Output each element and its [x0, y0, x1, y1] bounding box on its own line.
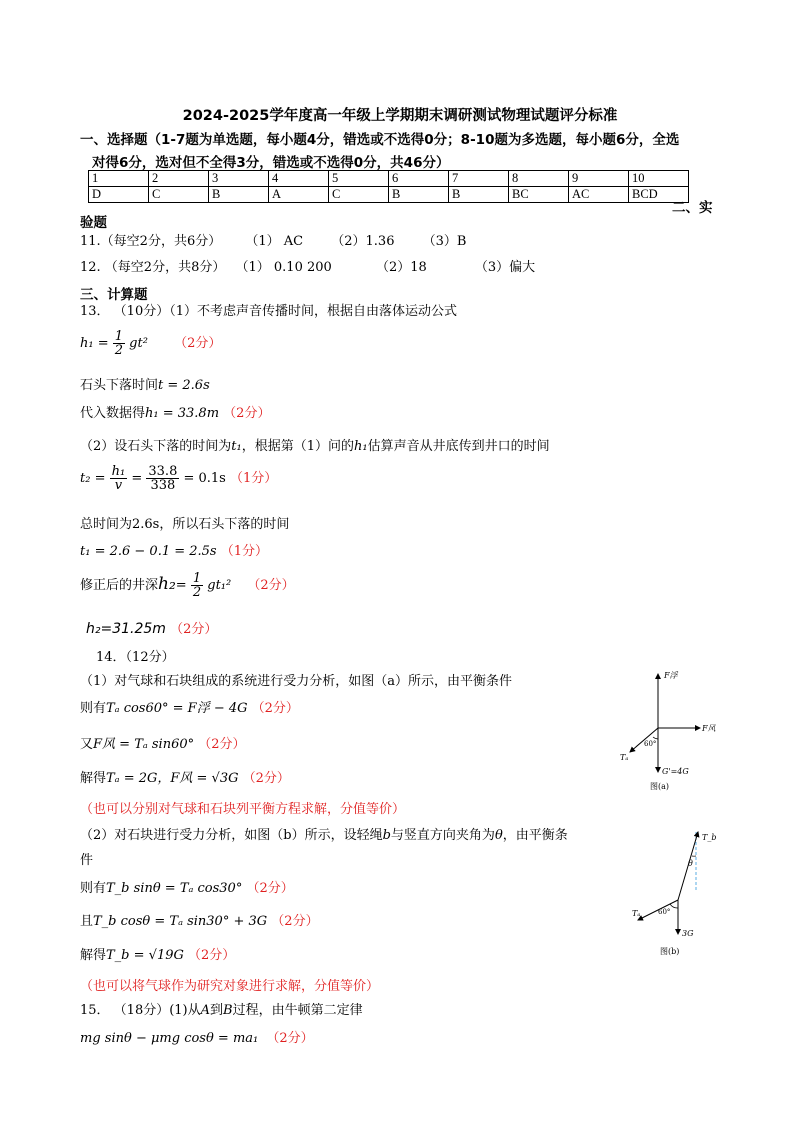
- section3-heading: 三、计算题: [80, 287, 148, 303]
- score-badge: （2分）: [242, 771, 290, 786]
- q14-eq4: [80, 877, 294, 896]
- fraction-denominator: 338: [150, 478, 176, 493]
- text: （2）对石块进行受力分析，如图（b）所示，设轻绳: [80, 828, 383, 843]
- q15-eq: [80, 1027, 314, 1046]
- text: 且: [80, 914, 94, 929]
- q12-line: [80, 256, 535, 275]
- table-cell: 4: [269, 171, 329, 187]
- table-cell: C: [149, 187, 209, 203]
- table-cell: 10: [629, 171, 689, 187]
- score-badge: （2分）: [271, 914, 319, 929]
- angle-arc-60: [670, 904, 678, 908]
- label-weight: 3G: [682, 929, 694, 938]
- table-cell: 9: [569, 171, 629, 187]
- table-cell: 2: [149, 171, 209, 187]
- fraction-numerator: h₁: [111, 464, 126, 479]
- eq-lhs: h₁ =: [80, 336, 109, 351]
- q14-eq1: [80, 697, 299, 716]
- score-badge: （2分）: [198, 737, 246, 752]
- score-badge: （2分）: [247, 578, 295, 593]
- table-cell: 8: [509, 171, 569, 187]
- math: B: [223, 1003, 233, 1018]
- q13-total: 总时间为2.6s，所以石头下落的时间: [80, 517, 290, 532]
- result: h₂=31.25m: [86, 621, 166, 637]
- figure-caption: 图(b): [660, 947, 680, 956]
- q13-head: 13． （10分）（1）不考虑声音传播时间，根据自由落体运动公式: [80, 304, 457, 319]
- q13-sub-line: [80, 402, 270, 421]
- score-badge: （2分）: [174, 336, 222, 351]
- math: T_b cosθ = Tₐ sin30° + 3G: [93, 914, 268, 929]
- math: h₁: [354, 439, 368, 454]
- page-title: 2024-2025学年度高一年级上学期期末调研测试物理试题评分标准: [182, 108, 618, 124]
- fraction: [191, 572, 203, 599]
- q14-part2-cont: 件: [80, 853, 94, 868]
- equals: =: [131, 471, 143, 486]
- text: 代入数据得: [80, 406, 146, 421]
- q13-part2: [80, 435, 550, 454]
- table-cell: 1: [89, 171, 149, 187]
- table-cell: D: [89, 187, 149, 203]
- score-badge: （1分）: [230, 471, 278, 486]
- q11-line: [80, 230, 466, 249]
- answer-table: [88, 170, 689, 203]
- fraction-numerator: 1: [114, 329, 124, 344]
- label-angle: 60°: [644, 740, 657, 748]
- section1-heading-line2: 对得6分，选对但不全得3分，错选或不选得0分，共46分）: [92, 155, 450, 171]
- table-cell: 6: [389, 171, 449, 187]
- label-f-right: F风: [702, 724, 716, 733]
- table-cell: 3: [209, 171, 269, 187]
- table-cell: B: [449, 187, 509, 203]
- table-cell: A: [269, 187, 329, 203]
- q14-part2: [80, 824, 568, 843]
- math: T_b sinθ = Tₐ cos30°: [106, 881, 243, 896]
- score-badge: （2分）: [266, 1031, 314, 1046]
- math: T_b = √19G: [106, 948, 184, 963]
- label-f-up: F浮: [664, 671, 678, 680]
- eq-rhs: gt₁²: [207, 578, 232, 593]
- score-badge: （2分）: [223, 406, 271, 421]
- text: 则有: [80, 701, 107, 716]
- eq-rhs: = 0.1s: [183, 471, 226, 486]
- figure-caption: 图(a): [650, 782, 670, 791]
- fraction-numerator: 1: [192, 571, 202, 586]
- text: 修正后的井深: [80, 578, 159, 593]
- math: mg sinθ − μmg cosθ = ma₁: [80, 1031, 259, 1046]
- section1-heading-line1: 一、选择题（1-7题为单选题，每小题4分，错选或不选得0分；8-10题为多选题，每小题6分，全选: [80, 132, 680, 148]
- text: ，由平衡条: [502, 828, 568, 843]
- text: 又: [80, 737, 94, 752]
- text: 解得: [80, 771, 107, 786]
- fraction: [146, 465, 179, 492]
- label-ta: Tₐ: [620, 753, 629, 762]
- score-badge: （2分）: [170, 622, 218, 637]
- text: 估算声音从井底传到井口的时间: [367, 439, 550, 454]
- table-cell: BC: [509, 187, 569, 203]
- angle-arc: [653, 737, 658, 739]
- table-cell: C: [329, 187, 389, 203]
- q13-time-line: [80, 374, 210, 393]
- label-ta: Tₐ: [632, 909, 641, 918]
- q13-h2-result: [86, 618, 217, 637]
- text: 到: [210, 1003, 224, 1018]
- figure-a: [612, 664, 722, 798]
- text: 石头下落时间: [80, 378, 159, 393]
- math: h₂: [158, 574, 176, 594]
- text: （2）设石头下落的时间为: [80, 439, 232, 454]
- table-cell: AC: [569, 187, 629, 203]
- fraction: [110, 465, 128, 492]
- q12-answer-2: （2）18: [375, 260, 427, 275]
- math: F风 = Tₐ sin60°: [93, 737, 195, 752]
- text: ，根据第（1）问的: [241, 439, 354, 454]
- q13-corrected-depth: [80, 572, 295, 599]
- label-theta: θ: [688, 859, 693, 868]
- label-weight: G'=4G: [662, 767, 689, 776]
- math: t = 2.6s: [158, 378, 210, 393]
- answer-table-numbers-row: [89, 171, 689, 187]
- table-cell: B: [209, 187, 269, 203]
- label-angle: 60°: [658, 908, 671, 916]
- q14-note1: （也可以分别对气球和石块列平衡方程求解，分值等价）: [80, 802, 406, 817]
- q13-t2-eq: [80, 465, 277, 492]
- fraction-denominator: 2: [114, 343, 124, 358]
- text: 则有: [80, 881, 107, 896]
- table-cell: 7: [449, 171, 509, 187]
- table-cell: 5: [329, 171, 389, 187]
- math: Tₐ cos60° = F浮 − 4G: [106, 701, 248, 716]
- eq-lhs: t₂ =: [80, 471, 106, 486]
- text: 过程，由牛顿第二定律: [232, 1003, 363, 1018]
- section2-heading-part2: 验题: [80, 215, 107, 231]
- fraction-denominator: v: [114, 478, 123, 493]
- q14-eq5: [80, 910, 319, 929]
- eq-rhs: gt²: [129, 336, 148, 351]
- figure-b: [612, 822, 722, 962]
- equals: =: [175, 578, 187, 593]
- q12-answer-1: （1） 0.10 200: [235, 260, 332, 275]
- math: A: [200, 1003, 211, 1018]
- q11-answer-2: （2）1.36: [331, 234, 395, 249]
- fraction: [113, 330, 125, 357]
- score-badge: （2分）: [251, 701, 299, 716]
- fraction-denominator: 2: [192, 585, 202, 600]
- text: 解得: [80, 948, 107, 963]
- math: b: [382, 828, 391, 843]
- q11-answer-3: （3）B: [422, 234, 467, 249]
- q13-eq1: [80, 330, 221, 357]
- math: θ: [494, 828, 503, 843]
- q12-answer-3: （3）偏大: [474, 260, 536, 275]
- text: 15． （18分）(1)从: [80, 1003, 201, 1018]
- q14-eq2: [80, 733, 246, 752]
- answer-table-answers-row: [89, 187, 689, 203]
- fraction-numerator: 33.8: [148, 464, 178, 479]
- q11-label: 11.（每空2分，共6分）: [80, 234, 222, 249]
- q13-t1-eq: [80, 540, 268, 559]
- score-badge: （2分）: [188, 948, 236, 963]
- section2-heading-part1: 二、实: [672, 200, 713, 216]
- q12-label: 12. （每空2分，共8分）: [80, 260, 226, 275]
- score-badge: （1分）: [220, 544, 269, 559]
- table-cell: BCD: [629, 187, 689, 203]
- label-tb: T_b: [702, 833, 717, 842]
- q14-head: 14．（12分）: [96, 650, 175, 665]
- q14-part1: （1）对气球和石块组成的系统进行受力分析，如图（a）所示，由平衡条件: [80, 674, 513, 689]
- q14-note2: （也可以将气球作为研究对象进行求解，分值等价）: [80, 979, 380, 994]
- math: t₁: [231, 439, 242, 454]
- text: 与竖直方向夹角为: [390, 828, 495, 843]
- math: t₁ = 2.6 − 0.1 = 2.5s: [80, 544, 217, 559]
- table-cell: B: [389, 187, 449, 203]
- math: Tₐ = 2G，F风 = √3G: [106, 771, 239, 786]
- q14-eq6: [80, 944, 235, 963]
- math: h₁ = 33.8m: [145, 406, 220, 421]
- score-badge: （2分）: [246, 881, 294, 896]
- q11-answer-1: （1） AC: [245, 234, 304, 249]
- q14-eq3: [80, 767, 290, 786]
- q15-head: [80, 999, 363, 1018]
